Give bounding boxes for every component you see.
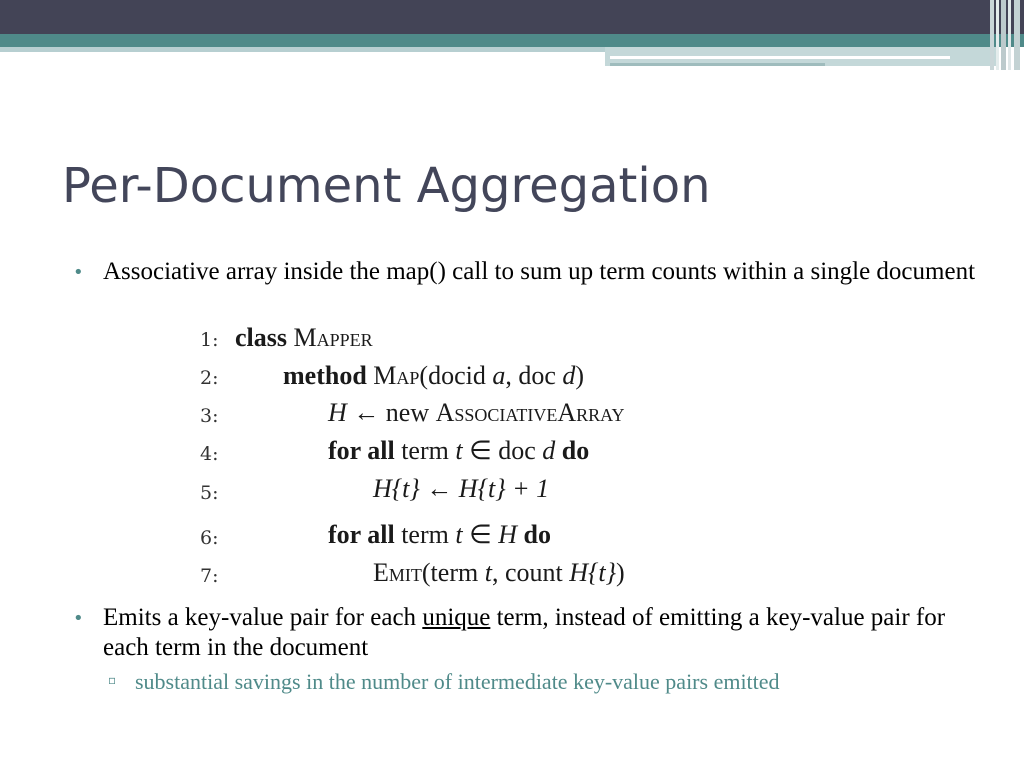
algorithm-line-6: for all term t ∈ H do [328,520,551,549]
page-title: Per-Document Aggregation [62,158,711,214]
algorithm-line-3: H ← new AssociativeArray [328,398,625,427]
bullet-marker: • [73,262,84,283]
sub-bullet-marker: ▫ [108,673,117,687]
line-number: 5: [200,482,219,504]
header-band-teal [0,34,1024,47]
header-line [610,63,825,66]
algorithm-line-7: Emit(term t, count H{t}) [373,558,625,587]
line-number: 2: [200,367,219,389]
header-band-light [0,47,605,52]
header-line [610,56,950,59]
sub-bullet-text: substantial savings in the number of intermediate key-value pairs emitted [135,669,780,694]
line-number: 3: [200,405,219,427]
bullet-text: Associative array inside the map() call to sum up term counts within a single document [103,258,976,285]
header-band-dark [0,0,1024,34]
bullet-marker: • [73,608,84,629]
underlined-word: unique [422,604,491,631]
header-vertical-stripes [990,0,1024,70]
bullet-text: Emits a key-value pair for each unique term, instead of emitting a key-value pair for each term in the document [103,604,946,661]
algorithm-line-2: method Map(docid a, doc d) [283,361,585,390]
algorithm-line-1: class Mapper [235,323,373,352]
algorithm-line-4: for all term t ∈ doc d do [328,436,590,465]
line-number: 6: [200,527,219,549]
line-number: 7: [200,565,219,587]
line-number: 1: [200,329,219,351]
algorithm-line-5: H{t} ← H{t} + 1 [373,474,550,503]
line-number: 4: [200,443,219,465]
